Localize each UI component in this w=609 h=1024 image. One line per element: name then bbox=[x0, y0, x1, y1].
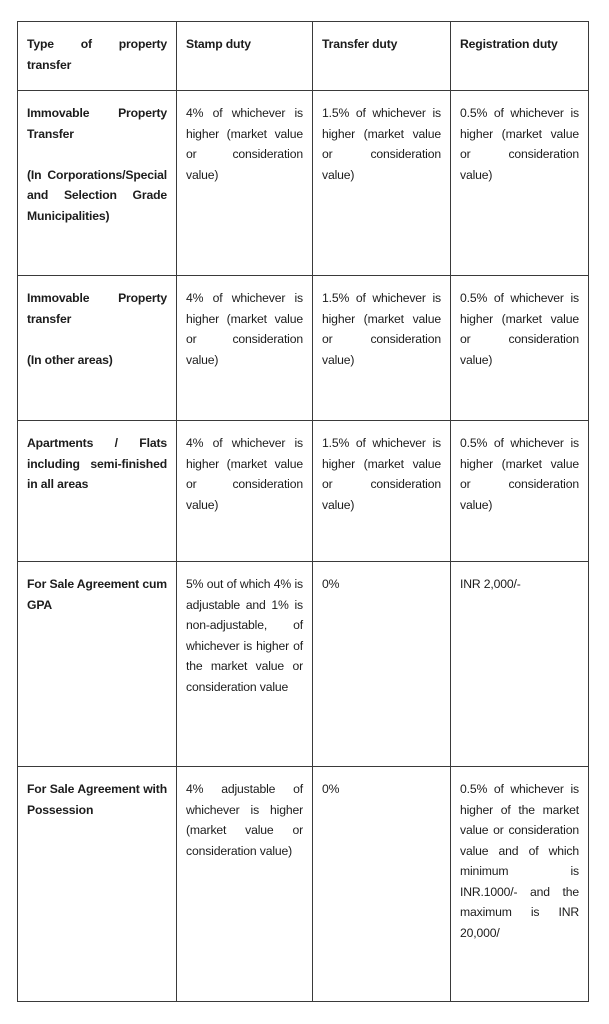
registration-duty-cell: INR 2,000/- bbox=[451, 562, 589, 767]
transfer-duty-cell: 0% bbox=[313, 562, 451, 767]
type-paragraph: Apartments / Flats including semi-finished in all areas bbox=[27, 436, 167, 491]
type-cell bbox=[18, 276, 177, 421]
header-type-of-property-transfer: Type of property transfer bbox=[18, 22, 177, 91]
transfer-duty-cell: 1.5% of whichever is higher (market value or consideration value) bbox=[313, 421, 451, 562]
type-paragraph: For Sale Agreement cum GPA bbox=[27, 577, 167, 612]
table-row bbox=[18, 276, 589, 421]
transfer-duty-cell: 0% bbox=[313, 767, 451, 1002]
stamp-duty-cell: 5% out of which 4% is adjustable and 1% is non-adjustable, of whichever is higher of the market value or consideration value bbox=[177, 562, 313, 767]
property-duty-table bbox=[17, 21, 589, 1002]
stamp-duty-cell: 4% adjustable of whichever is higher (market value or consideration value) bbox=[177, 767, 313, 1002]
type-cell bbox=[18, 91, 177, 276]
registration-duty-cell: 0.5% of whichever is higher (market value or consideration value) bbox=[451, 91, 589, 276]
transfer-duty-cell: 1.5% of whichever is higher (market value or consideration value) bbox=[313, 276, 451, 421]
type-cell bbox=[18, 562, 177, 767]
table-row bbox=[18, 767, 589, 1002]
type-paragraph: (In Corporations/Special and Selection Grade Municipalities) bbox=[27, 167, 167, 223]
type-paragraph: Immovable Property transfer bbox=[27, 291, 167, 326]
header-stamp-duty: Stamp duty bbox=[177, 22, 313, 91]
header-registration-duty: Registration duty bbox=[451, 22, 589, 91]
stamp-duty-cell: 4% of whichever is higher (market value or consideration value) bbox=[177, 421, 313, 562]
header-transfer-duty: Transfer duty bbox=[313, 22, 451, 91]
type-cell bbox=[18, 767, 177, 1002]
table-row bbox=[18, 562, 589, 767]
type-paragraph: (In other areas) bbox=[27, 352, 113, 367]
table-row bbox=[18, 91, 589, 276]
registration-duty-cell: 0.5% of whichever is higher (market value or consideration value) bbox=[451, 276, 589, 421]
type-paragraph: Immovable Property Transfer bbox=[27, 106, 167, 141]
stamp-duty-cell: 4% of whichever is higher (market value or consideration value) bbox=[177, 91, 313, 276]
stamp-duty-cell: 4% of whichever is higher (market value or consideration value) bbox=[177, 276, 313, 421]
type-paragraph: For Sale Agreement with Possession bbox=[27, 782, 167, 817]
transfer-duty-cell: 1.5% of whichever is higher (market value or consideration value) bbox=[313, 91, 451, 276]
registration-duty-cell: 0.5% of whichever is higher (market value or consideration value) bbox=[451, 421, 589, 562]
header-row bbox=[18, 22, 589, 91]
type-cell bbox=[18, 421, 177, 562]
table-row bbox=[18, 421, 589, 562]
registration-duty-cell: 0.5% of whichever is higher of the market value or consideration value and of which minimum is INR.1000/- and the maximum is INR 20,000/ bbox=[451, 767, 589, 1002]
